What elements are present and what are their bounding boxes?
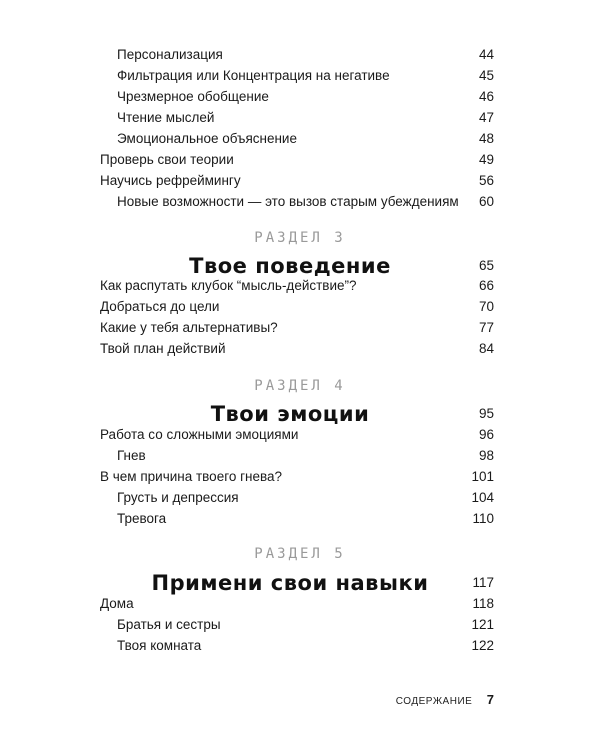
- section-page: 117: [472, 575, 494, 590]
- toc-entry-page: 84: [478, 341, 494, 356]
- toc-entry-page: 46: [478, 89, 494, 104]
- toc-entry-label: Какие у тебя альтернативы?: [100, 320, 278, 335]
- section-5-label: РАЗДЕЛ 5: [254, 546, 346, 562]
- toc-entry-label: Как распутать клубок “мысль-действие”?: [100, 278, 357, 293]
- toc-entry-page: 110: [472, 511, 494, 526]
- toc-entry-page: 70: [478, 299, 494, 314]
- toc-entry-label: Работа со сложными эмоциями: [100, 427, 299, 442]
- toc-entry[interactable]: [0, 318, 600, 338]
- toc-entry[interactable]: [0, 87, 600, 107]
- section-page: 65: [478, 258, 494, 273]
- toc-entry[interactable]: [0, 171, 600, 191]
- toc-entry-label: Персонализация: [117, 47, 223, 62]
- toc-entry[interactable]: [0, 339, 600, 359]
- toc-entry-page: 118: [472, 596, 494, 611]
- toc-entry[interactable]: [0, 108, 600, 128]
- toc-entry[interactable]: [0, 509, 600, 529]
- toc-entry-label: Братья и сестры: [117, 617, 221, 632]
- toc-entry-page: 48: [478, 131, 494, 146]
- toc-entry-label: Научись рефреймингу: [100, 173, 241, 188]
- section-title: Твое поведение: [189, 254, 391, 278]
- toc-entry-page: 56: [478, 173, 494, 188]
- section-4-label: РАЗДЕЛ 4: [254, 378, 346, 394]
- toc-entry-page: 122: [471, 638, 494, 653]
- toc-entry-label: Добраться до цели: [100, 299, 220, 314]
- toc-entry-label: Чрезмерное обобщение: [117, 89, 269, 104]
- page-footer: [396, 690, 494, 710]
- toc-entry[interactable]: [0, 276, 600, 296]
- toc-entry[interactable]: [0, 446, 600, 466]
- toc-entry-page: 98: [478, 448, 494, 463]
- toc-entry[interactable]: [0, 615, 600, 635]
- toc-entry[interactable]: [0, 425, 600, 445]
- toc-entry-page: 96: [478, 427, 494, 442]
- toc-entry[interactable]: [0, 467, 600, 487]
- toc-entry-page: 45: [478, 68, 494, 83]
- toc-entry[interactable]: [0, 297, 600, 317]
- section-3-label: РАЗДЕЛ 3: [254, 230, 346, 246]
- toc-entry-label: Проверь свои теории: [100, 152, 234, 167]
- toc-entry-page: 104: [471, 490, 494, 505]
- toc-entry-label: Дома: [100, 596, 134, 611]
- toc-entry-page: 66: [478, 278, 494, 293]
- toc-entry-page: 49: [478, 152, 494, 167]
- toc-entry-page: 121: [471, 617, 494, 632]
- section-title: Твои эмоции: [210, 402, 370, 426]
- toc-entry-page: 101: [471, 469, 494, 484]
- toc-entry-label: Эмоциональное объяснение: [117, 131, 297, 146]
- section-page: 95: [478, 406, 494, 421]
- toc-entry-label: Гнев: [117, 448, 146, 463]
- toc-entry-page: 60: [478, 194, 494, 209]
- page-number: 7: [486, 692, 494, 707]
- section-title: Примени свои навыки: [151, 571, 429, 595]
- toc-entry[interactable]: [0, 129, 600, 149]
- footer-label: СОДЕРЖАНИЕ: [395, 696, 473, 707]
- toc-entry[interactable]: [0, 488, 600, 508]
- toc-entry-label: Твой план действий: [100, 341, 226, 356]
- toc-entry-label: Грусть и депрессия: [117, 490, 239, 505]
- toc-entry[interactable]: [0, 594, 600, 614]
- toc-entry-label: Тревога: [117, 511, 167, 526]
- toc-entry[interactable]: [0, 150, 600, 170]
- toc-entry-label: В чем причина твоего гнева?: [100, 469, 283, 484]
- toc-entry-page: 44: [478, 47, 494, 62]
- toc-entry[interactable]: [0, 45, 600, 65]
- toc-entry-label: Чтение мыслей: [117, 110, 215, 125]
- toc-entry[interactable]: [0, 192, 600, 212]
- toc-entry-label: Фильтрация или Концентрация на негативе: [117, 68, 390, 83]
- toc-entry[interactable]: [0, 66, 600, 86]
- toc-entry-page: 47: [478, 110, 494, 125]
- toc-entry-label: Твоя комната: [117, 638, 202, 653]
- toc-entry[interactable]: [0, 636, 600, 656]
- toc-entry-label: Новые возможности — это вызов старым убеждениям: [117, 194, 459, 209]
- toc-entry-page: 77: [478, 320, 494, 335]
